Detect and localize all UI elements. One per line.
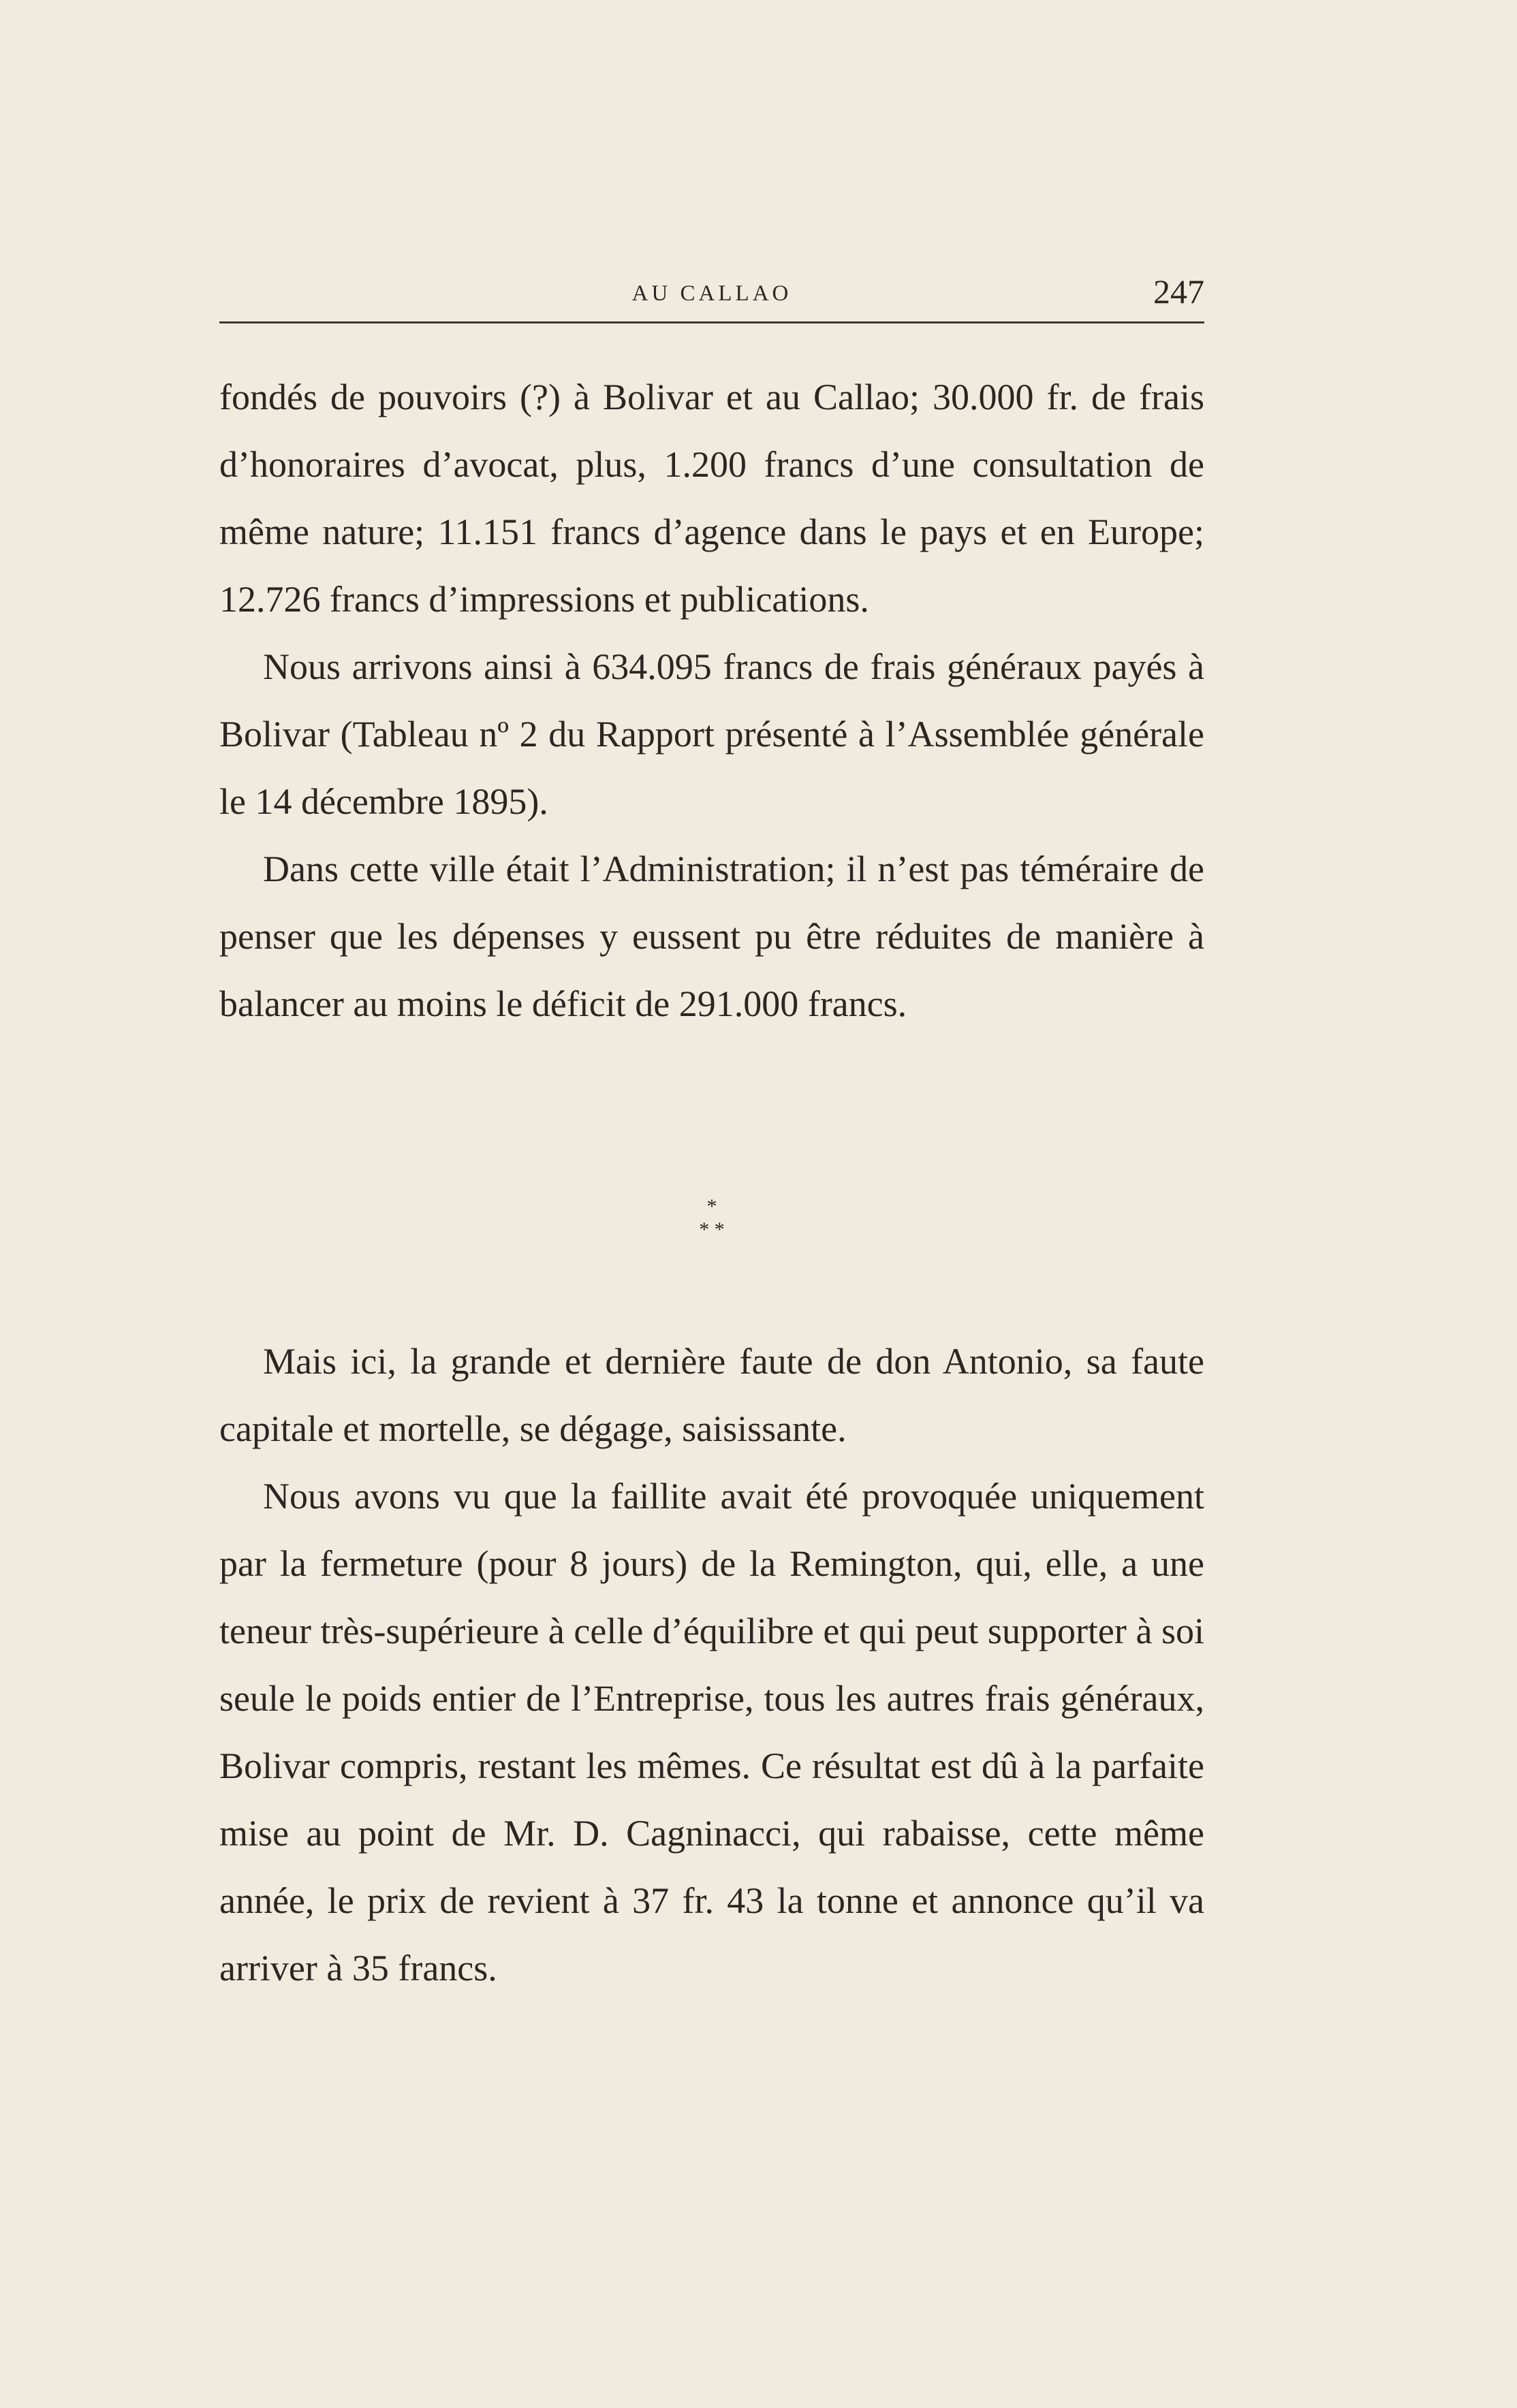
- header-rule: [219, 321, 1204, 323]
- body-text-top: [219, 364, 1204, 1038]
- asterism-top: *: [706, 1195, 717, 1218]
- paragraph-2: Nous arrivons ainsi à 634.095 francs de frais généraux payés à Bolivar (Tableau nº 2 du Rapport présenté à l’Assemblée générale le 14 décembre 1895).: [219, 646, 1204, 822]
- page-header: [219, 269, 1204, 323]
- asterism-bottom: * *: [699, 1218, 725, 1241]
- paragraph-5: Nous avons vu que la faillite avait été provoquée uniquement par la fermeture (pour 8 jours) de la Remington, qui, elle, a une teneur très-supérieure à celle d’équilibre et qui peut supporter à soi seule le poids entier de l’Entreprise, tous les autres frais généraux, Bolivar compris, restant les mêmes. Ce résultat est dû à la parfaite mise au point de Mr. D. Cagninacci, qui rabaisse, cette même année, le prix de revient à 37 fr. 43 la tonne et annonce qu’il va arriver à 35 francs.: [219, 1476, 1204, 1989]
- running-title: AU CALLAO: [631, 281, 792, 306]
- body-text-bottom: [219, 1328, 1204, 2002]
- paragraph-3: Dans cette ville était l’Administration; il n’est pas téméraire de penser que les dépenses y eussent pu être réduites de manière à balancer au moins le déficit de 291.000 francs.: [219, 849, 1204, 1024]
- page-number: 247: [1153, 272, 1204, 311]
- paragraph-4: Mais ici, la grande et dernière faute de don Antonio, sa faute capitale et mortelle, se dégage, saisissante.: [219, 1341, 1204, 1449]
- asterism: [219, 1195, 1204, 1241]
- paragraph-1: fondés de pouvoirs (?) à Bolivar et au Callao; 30.000 fr. de frais d’honoraires d’avocat, plus, 1.200 francs d’une consultation de même nature; 11.151 francs d’agence dans le pays et en Europe; 12.726 francs d’impressions et publications.: [219, 377, 1204, 620]
